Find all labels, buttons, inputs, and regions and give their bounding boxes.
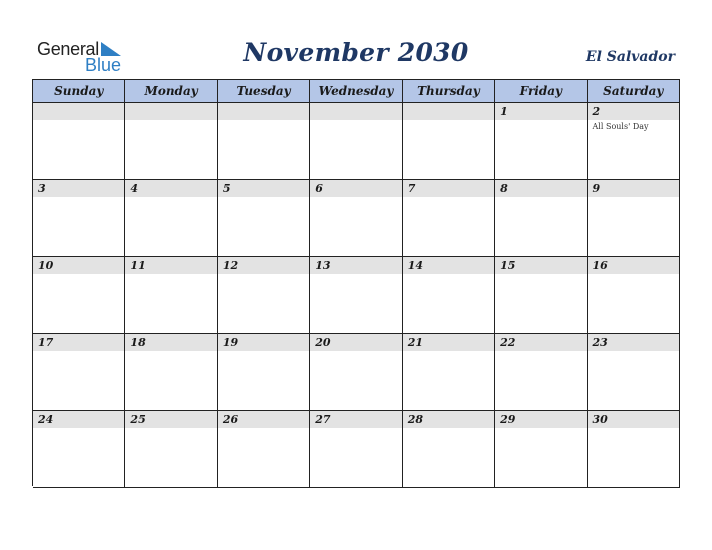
day-cell xyxy=(495,411,587,488)
day-cell xyxy=(403,334,495,411)
day-number-bar xyxy=(403,257,494,274)
day-number: 18 xyxy=(130,336,146,349)
day-number-bar xyxy=(125,257,216,274)
day-cell xyxy=(33,257,125,334)
day-number-bar xyxy=(218,334,309,351)
logo-word-blue: Blue xyxy=(85,55,122,75)
day-cell xyxy=(588,103,680,180)
day-cell xyxy=(495,334,587,411)
day-number: 21 xyxy=(407,336,423,349)
day-cell xyxy=(310,103,402,180)
week-row xyxy=(33,180,680,257)
day-number-bar xyxy=(310,257,401,274)
day-cell xyxy=(125,103,217,180)
day-number: 17 xyxy=(38,336,54,349)
day-number-bar xyxy=(495,257,586,274)
day-number-bar xyxy=(588,103,679,120)
day-number-bar xyxy=(33,180,124,197)
day-number-bar xyxy=(403,180,494,197)
country-name: El Salvador xyxy=(585,49,675,65)
day-number: 14 xyxy=(407,259,423,272)
day-cell xyxy=(33,180,125,257)
week-row xyxy=(33,334,680,411)
day-number: 16 xyxy=(592,259,608,272)
day-number: 3 xyxy=(38,182,46,195)
day-number: 15 xyxy=(500,259,516,272)
day-number-bar xyxy=(33,257,124,274)
day-number: 4 xyxy=(130,182,139,195)
day-number-bar xyxy=(33,411,124,428)
weekday-header: Saturday xyxy=(588,80,680,103)
day-cell xyxy=(495,103,587,180)
day-number-bar xyxy=(588,180,679,197)
day-number: 28 xyxy=(407,413,423,426)
day-cell xyxy=(495,180,587,257)
day-cell xyxy=(218,180,310,257)
day-number-bar xyxy=(218,257,309,274)
day-number-bar xyxy=(495,334,586,351)
day-number: 26 xyxy=(222,413,239,426)
day-number-bar xyxy=(125,334,216,351)
day-cell xyxy=(403,257,495,334)
day-number-bar xyxy=(403,334,494,351)
day-number: 5 xyxy=(222,182,231,195)
day-number: 13 xyxy=(315,259,331,272)
day-cell xyxy=(588,411,680,488)
week-row xyxy=(33,103,680,180)
day-number: 11 xyxy=(130,259,146,272)
day-number-bar xyxy=(495,411,586,428)
day-number-bar xyxy=(218,180,309,197)
day-cell xyxy=(125,180,217,257)
weekday-header: Monday xyxy=(125,80,217,103)
weekday-header: Friday xyxy=(495,80,587,103)
day-cell xyxy=(588,257,680,334)
day-cell xyxy=(218,103,310,180)
day-number-bar xyxy=(310,334,401,351)
day-cell xyxy=(495,257,587,334)
day-number: 30 xyxy=(592,413,608,426)
weekday-header-row xyxy=(33,80,680,103)
day-number: 25 xyxy=(130,413,146,426)
day-number: 1 xyxy=(500,105,508,118)
holiday-label: All Souls' Day xyxy=(592,122,649,131)
day-cell xyxy=(33,411,125,488)
day-number: 20 xyxy=(315,336,331,349)
day-number-bar xyxy=(495,103,586,120)
day-number: 8 xyxy=(500,182,508,195)
day-number: 19 xyxy=(222,336,239,349)
day-number-bar xyxy=(403,103,494,120)
day-number: 27 xyxy=(315,413,331,426)
day-cell xyxy=(125,411,217,488)
day-number-bar xyxy=(33,103,124,120)
day-number-bar xyxy=(495,180,586,197)
day-number-bar xyxy=(588,257,679,274)
day-cell xyxy=(310,411,402,488)
day-cell xyxy=(33,334,125,411)
day-cell xyxy=(403,103,495,180)
weekday-header: Wednesday xyxy=(310,80,402,103)
page-title: November 2030 xyxy=(243,38,469,67)
week-row xyxy=(33,411,680,488)
logo-word-general: General xyxy=(37,39,99,59)
day-cell xyxy=(403,180,495,257)
day-number: 29 xyxy=(500,413,516,426)
day-number: 7 xyxy=(407,182,416,195)
day-number-bar xyxy=(218,103,309,120)
day-cell xyxy=(588,334,680,411)
day-number: 12 xyxy=(222,259,239,272)
day-cell xyxy=(33,103,125,180)
day-number-bar xyxy=(125,180,216,197)
day-number: 2 xyxy=(592,105,601,118)
day-cell xyxy=(403,411,495,488)
day-cell xyxy=(310,180,402,257)
weekday-header: Sunday xyxy=(33,80,125,103)
day-number-bar xyxy=(403,411,494,428)
day-number-bar xyxy=(310,103,401,120)
day-cell xyxy=(588,180,680,257)
day-number-bar xyxy=(588,334,679,351)
day-cell xyxy=(125,257,217,334)
calendar-weeks xyxy=(33,103,680,488)
calendar-grid xyxy=(32,79,680,486)
day-number-bar xyxy=(588,411,679,428)
day-number: 9 xyxy=(592,182,601,195)
day-cell xyxy=(310,257,402,334)
weekday-header: Tuesday xyxy=(218,80,310,103)
day-cell xyxy=(310,334,402,411)
day-cell xyxy=(218,411,310,488)
day-cell xyxy=(218,334,310,411)
day-number-bar xyxy=(33,334,124,351)
day-number-bar xyxy=(125,103,216,120)
day-number: 22 xyxy=(500,336,516,349)
day-number-bar xyxy=(310,180,401,197)
weekday-header: Thursday xyxy=(403,80,495,103)
day-number: 23 xyxy=(592,336,608,349)
day-number: 24 xyxy=(38,413,54,426)
day-number: 10 xyxy=(38,259,54,272)
week-row xyxy=(33,257,680,334)
day-cell xyxy=(125,334,217,411)
day-number-bar xyxy=(125,411,216,428)
day-number: 6 xyxy=(315,182,323,195)
day-number-bar xyxy=(310,411,401,428)
day-number-bar xyxy=(218,411,309,428)
day-cell xyxy=(218,257,310,334)
